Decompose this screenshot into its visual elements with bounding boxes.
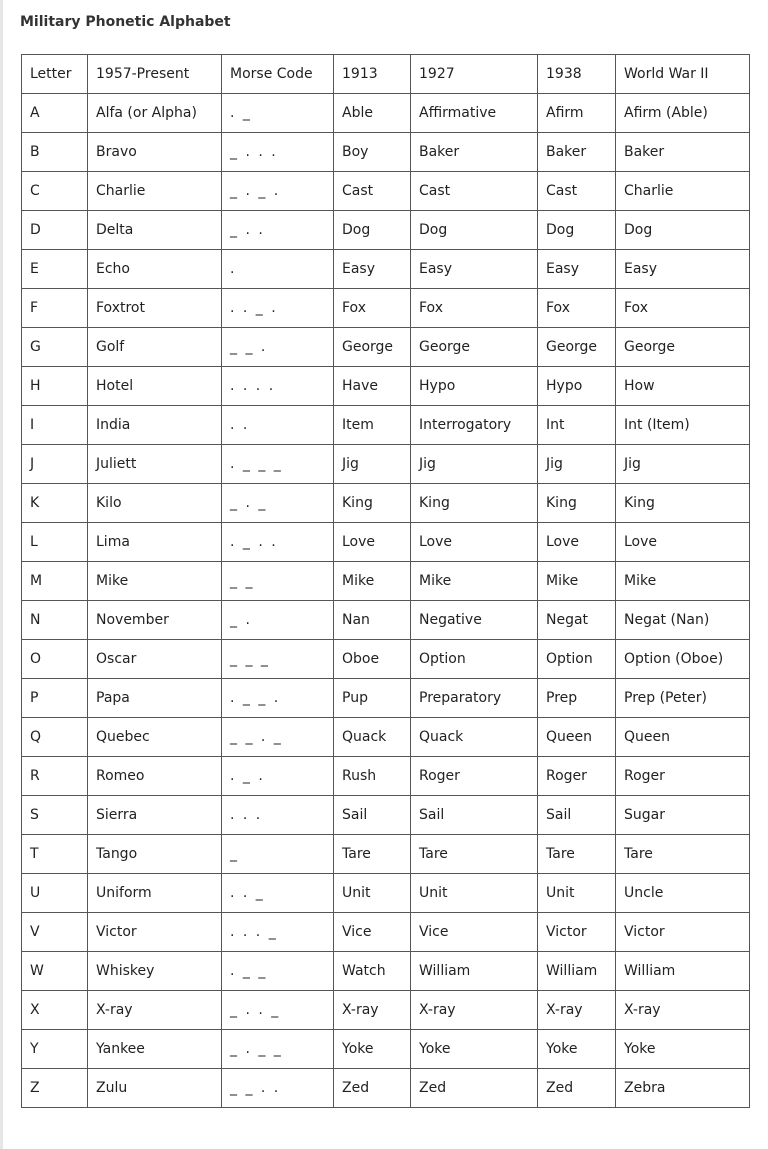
cell-1913: Nan <box>334 601 411 640</box>
cell-1957-present: Lima <box>88 523 222 562</box>
cell-1913: Unit <box>334 874 411 913</box>
table-row <box>22 94 750 133</box>
cell-letter: C <box>22 172 88 211</box>
cell-world-war-ii: Zebra <box>616 1069 750 1108</box>
cell-1938: Easy <box>538 250 616 289</box>
cell-1927: Fox <box>411 289 538 328</box>
table-row <box>22 913 750 952</box>
cell-letter: O <box>22 640 88 679</box>
cell-letter: U <box>22 874 88 913</box>
cell-1957-present: Yankee <box>88 1030 222 1069</box>
cell-morse-code: . _ . <box>222 757 334 796</box>
cell-letter: M <box>22 562 88 601</box>
cell-morse-code: _ . . _ <box>222 991 334 1030</box>
table-row <box>22 874 750 913</box>
cell-world-war-ii: Fox <box>616 289 750 328</box>
cell-morse-code: _ . . <box>222 211 334 250</box>
cell-morse-code: _ _ . <box>222 328 334 367</box>
cell-1938: Dog <box>538 211 616 250</box>
cell-1927: Zed <box>411 1069 538 1108</box>
cell-1913: Pup <box>334 679 411 718</box>
cell-1927: Roger <box>411 757 538 796</box>
cell-world-war-ii: Love <box>616 523 750 562</box>
column-header-letter: Letter <box>22 55 88 94</box>
cell-world-war-ii: How <box>616 367 750 406</box>
cell-1913: Watch <box>334 952 411 991</box>
cell-1913: Easy <box>334 250 411 289</box>
cell-1927: Tare <box>411 835 538 874</box>
cell-letter: G <box>22 328 88 367</box>
column-header-1957-present: 1957-Present <box>88 55 222 94</box>
cell-world-war-ii: Baker <box>616 133 750 172</box>
cell-1913: Quack <box>334 718 411 757</box>
cell-1957-present: Alfa (or Alpha) <box>88 94 222 133</box>
cell-1913: Tare <box>334 835 411 874</box>
cell-1938: George <box>538 328 616 367</box>
cell-world-war-ii: Prep (Peter) <box>616 679 750 718</box>
cell-1927: George <box>411 328 538 367</box>
cell-letter: T <box>22 835 88 874</box>
cell-1927: Negative <box>411 601 538 640</box>
cell-1938: Queen <box>538 718 616 757</box>
cell-morse-code: _ . _ _ <box>222 1030 334 1069</box>
table-row <box>22 640 750 679</box>
cell-morse-code: . . _ . <box>222 289 334 328</box>
cell-1927: Sail <box>411 796 538 835</box>
cell-1913: Cast <box>334 172 411 211</box>
table-row <box>22 289 750 328</box>
cell-letter: Y <box>22 1030 88 1069</box>
cell-1913: X-ray <box>334 991 411 1030</box>
cell-1938: Jig <box>538 445 616 484</box>
cell-1938: Afirm <box>538 94 616 133</box>
cell-world-war-ii: King <box>616 484 750 523</box>
cell-1927: Interrogatory <box>411 406 538 445</box>
cell-letter: A <box>22 94 88 133</box>
table-row <box>22 991 750 1030</box>
cell-1957-present: Uniform <box>88 874 222 913</box>
table-row <box>22 835 750 874</box>
cell-letter: J <box>22 445 88 484</box>
cell-morse-code: . _ . . <box>222 523 334 562</box>
cell-1938: King <box>538 484 616 523</box>
cell-world-war-ii: Uncle <box>616 874 750 913</box>
cell-world-war-ii: George <box>616 328 750 367</box>
cell-1938: William <box>538 952 616 991</box>
cell-1938: Mike <box>538 562 616 601</box>
table-row <box>22 796 750 835</box>
cell-morse-code: _ . _ . <box>222 172 334 211</box>
table-row <box>22 406 750 445</box>
cell-letter: B <box>22 133 88 172</box>
cell-1913: Mike <box>334 562 411 601</box>
cell-1927: Love <box>411 523 538 562</box>
cell-1957-present: Juliett <box>88 445 222 484</box>
cell-1927: Vice <box>411 913 538 952</box>
cell-1927: X-ray <box>411 991 538 1030</box>
cell-world-war-ii: Tare <box>616 835 750 874</box>
cell-1913: Have <box>334 367 411 406</box>
cell-1938: Yoke <box>538 1030 616 1069</box>
cell-letter: K <box>22 484 88 523</box>
cell-1913: Vice <box>334 913 411 952</box>
cell-1957-present: Kilo <box>88 484 222 523</box>
cell-1927: Quack <box>411 718 538 757</box>
cell-letter: F <box>22 289 88 328</box>
table-row <box>22 445 750 484</box>
phonetic-alphabet-table <box>21 54 750 1108</box>
cell-1957-present: Romeo <box>88 757 222 796</box>
cell-1913: Sail <box>334 796 411 835</box>
cell-1957-present: Oscar <box>88 640 222 679</box>
cell-1927: Jig <box>411 445 538 484</box>
table-body <box>22 94 750 1108</box>
cell-1913: Yoke <box>334 1030 411 1069</box>
table-row <box>22 211 750 250</box>
cell-world-war-ii: Victor <box>616 913 750 952</box>
table-row <box>22 367 750 406</box>
cell-morse-code: _ . _ <box>222 484 334 523</box>
cell-1938: Victor <box>538 913 616 952</box>
cell-1938: X-ray <box>538 991 616 1030</box>
cell-1927: Baker <box>411 133 538 172</box>
cell-letter: D <box>22 211 88 250</box>
cell-1938: Hypo <box>538 367 616 406</box>
cell-morse-code: . _ <box>222 94 334 133</box>
cell-1938: Sail <box>538 796 616 835</box>
cell-1913: Love <box>334 523 411 562</box>
cell-letter: X <box>22 991 88 1030</box>
cell-1913: Item <box>334 406 411 445</box>
cell-morse-code: . <box>222 250 334 289</box>
cell-world-war-ii: Afirm (Able) <box>616 94 750 133</box>
cell-1913: Oboe <box>334 640 411 679</box>
cell-1938: Unit <box>538 874 616 913</box>
table-row <box>22 952 750 991</box>
cell-1957-present: Sierra <box>88 796 222 835</box>
table-header <box>22 55 750 94</box>
column-header-1913: 1913 <box>334 55 411 94</box>
cell-1913: Rush <box>334 757 411 796</box>
table-row <box>22 718 750 757</box>
cell-letter: H <box>22 367 88 406</box>
cell-1957-present: Zulu <box>88 1069 222 1108</box>
page-title: Military Phonetic Alphabet <box>20 14 231 30</box>
cell-morse-code: _ <box>222 835 334 874</box>
cell-morse-code: _ . . . <box>222 133 334 172</box>
cell-letter: L <box>22 523 88 562</box>
table-row <box>22 133 750 172</box>
cell-1927: Preparatory <box>411 679 538 718</box>
cell-1938: Fox <box>538 289 616 328</box>
cell-1938: Zed <box>538 1069 616 1108</box>
cell-letter: Q <box>22 718 88 757</box>
cell-1927: Affirmative <box>411 94 538 133</box>
cell-1913: Jig <box>334 445 411 484</box>
table-row <box>22 172 750 211</box>
cell-1938: Option <box>538 640 616 679</box>
cell-letter: Z <box>22 1069 88 1108</box>
cell-letter: R <box>22 757 88 796</box>
cell-1927: Unit <box>411 874 538 913</box>
cell-1938: Tare <box>538 835 616 874</box>
cell-morse-code: . . . _ <box>222 913 334 952</box>
cell-1913: King <box>334 484 411 523</box>
cell-1957-present: Echo <box>88 250 222 289</box>
column-header-1927: 1927 <box>411 55 538 94</box>
cell-morse-code: . . _ <box>222 874 334 913</box>
cell-1957-present: Quebec <box>88 718 222 757</box>
cell-1938: Int <box>538 406 616 445</box>
cell-letter: S <box>22 796 88 835</box>
cell-world-war-ii: Jig <box>616 445 750 484</box>
cell-letter: E <box>22 250 88 289</box>
table-row <box>22 757 750 796</box>
cell-morse-code: _ . <box>222 601 334 640</box>
cell-1927: Dog <box>411 211 538 250</box>
cell-world-war-ii: William <box>616 952 750 991</box>
cell-1913: George <box>334 328 411 367</box>
cell-morse-code: _ _ _ <box>222 640 334 679</box>
cell-1913: Fox <box>334 289 411 328</box>
cell-1913: Able <box>334 94 411 133</box>
cell-1957-present: November <box>88 601 222 640</box>
table-row <box>22 523 750 562</box>
cell-1957-present: Mike <box>88 562 222 601</box>
cell-1957-present: Hotel <box>88 367 222 406</box>
table-row <box>22 601 750 640</box>
cell-1927: Yoke <box>411 1030 538 1069</box>
cell-1957-present: Delta <box>88 211 222 250</box>
cell-1938: Prep <box>538 679 616 718</box>
cell-morse-code: _ _ <box>222 562 334 601</box>
cell-world-war-ii: Mike <box>616 562 750 601</box>
cell-1957-present: India <box>88 406 222 445</box>
cell-world-war-ii: Option (Oboe) <box>616 640 750 679</box>
cell-morse-code: . . . <box>222 796 334 835</box>
table-row <box>22 562 750 601</box>
cell-1927: William <box>411 952 538 991</box>
header-row <box>22 55 750 94</box>
cell-morse-code: . . . . <box>222 367 334 406</box>
table-row <box>22 1069 750 1108</box>
cell-1927: Cast <box>411 172 538 211</box>
cell-1913: Zed <box>334 1069 411 1108</box>
cell-world-war-ii: Charlie <box>616 172 750 211</box>
cell-1927: Mike <box>411 562 538 601</box>
cell-letter: I <box>22 406 88 445</box>
table-row <box>22 484 750 523</box>
cell-letter: V <box>22 913 88 952</box>
cell-world-war-ii: Int (Item) <box>616 406 750 445</box>
cell-1938: Negat <box>538 601 616 640</box>
cell-world-war-ii: Negat (Nan) <box>616 601 750 640</box>
column-header-world-war-ii: World War II <box>616 55 750 94</box>
cell-1938: Baker <box>538 133 616 172</box>
table-row <box>22 250 750 289</box>
cell-world-war-ii: Queen <box>616 718 750 757</box>
column-header-morse-code: Morse Code <box>222 55 334 94</box>
cell-1938: Love <box>538 523 616 562</box>
cell-1957-present: Charlie <box>88 172 222 211</box>
cell-world-war-ii: Yoke <box>616 1030 750 1069</box>
cell-1957-present: Bravo <box>88 133 222 172</box>
cell-1957-present: Papa <box>88 679 222 718</box>
cell-1957-present: Victor <box>88 913 222 952</box>
cell-world-war-ii: Roger <box>616 757 750 796</box>
cell-1927: King <box>411 484 538 523</box>
cell-morse-code: _ _ . . <box>222 1069 334 1108</box>
cell-world-war-ii: Sugar <box>616 796 750 835</box>
cell-1957-present: Golf <box>88 328 222 367</box>
cell-morse-code: . _ _ <box>222 952 334 991</box>
cell-1957-present: Tango <box>88 835 222 874</box>
table-row <box>22 328 750 367</box>
cell-letter: N <box>22 601 88 640</box>
cell-1957-present: X-ray <box>88 991 222 1030</box>
cell-morse-code: . . <box>222 406 334 445</box>
cell-morse-code: . _ _ _ <box>222 445 334 484</box>
left-border-rule <box>0 0 3 1149</box>
table-row <box>22 679 750 718</box>
cell-morse-code: . _ _ . <box>222 679 334 718</box>
cell-morse-code: _ _ . _ <box>222 718 334 757</box>
cell-1913: Dog <box>334 211 411 250</box>
cell-1938: Cast <box>538 172 616 211</box>
cell-1913: Boy <box>334 133 411 172</box>
cell-letter: W <box>22 952 88 991</box>
cell-world-war-ii: Dog <box>616 211 750 250</box>
cell-1927: Option <box>411 640 538 679</box>
column-header-1938: 1938 <box>538 55 616 94</box>
table-row <box>22 1030 750 1069</box>
cell-1938: Roger <box>538 757 616 796</box>
cell-1957-present: Foxtrot <box>88 289 222 328</box>
cell-world-war-ii: X-ray <box>616 991 750 1030</box>
cell-world-war-ii: Easy <box>616 250 750 289</box>
cell-1927: Hypo <box>411 367 538 406</box>
cell-letter: P <box>22 679 88 718</box>
cell-1957-present: Whiskey <box>88 952 222 991</box>
cell-1927: Easy <box>411 250 538 289</box>
